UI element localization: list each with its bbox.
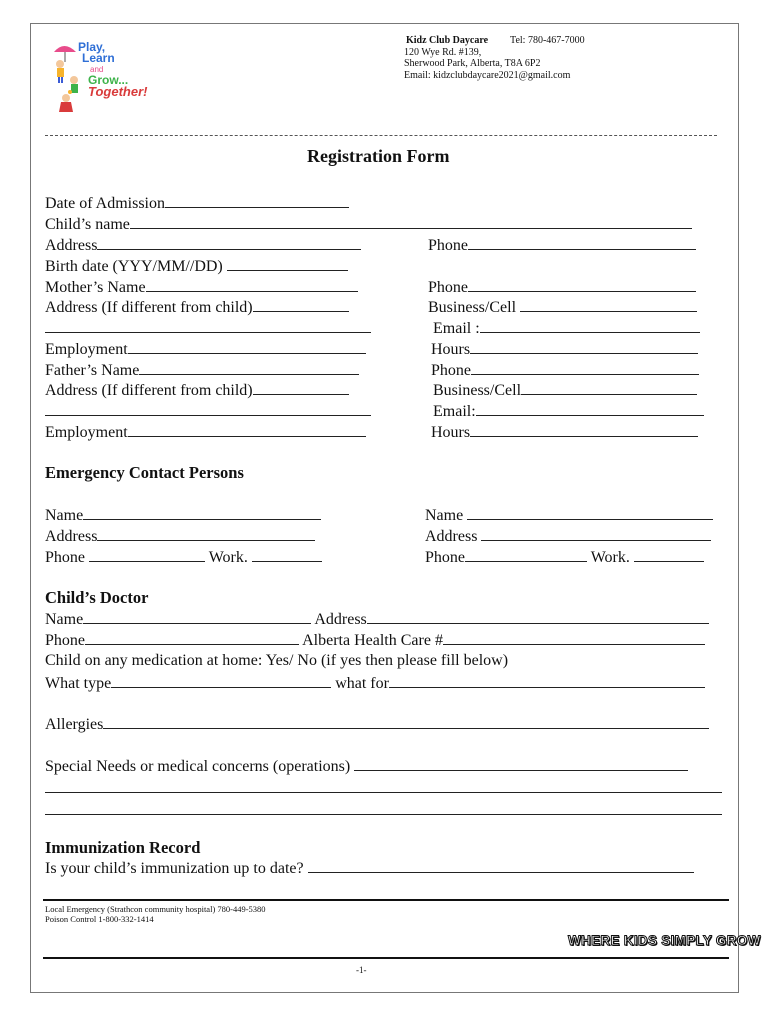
emergency2-phone-row: [425, 547, 704, 568]
medication-type-field[interactable]: [111, 673, 331, 688]
emergency2-name-row: [425, 505, 713, 526]
logo-text-together: Together!: [88, 84, 148, 99]
mother-email-field[interactable]: [480, 318, 700, 333]
doctor-phone-row: [45, 630, 705, 651]
immunization-row: [45, 858, 694, 879]
father-address-field[interactable]: [253, 380, 349, 395]
footer-divider-bottom: [43, 957, 729, 959]
emergency-heading: Emergency Contact Persons: [45, 463, 244, 482]
daycare-logo: [48, 38, 158, 118]
doctor-name-field[interactable]: [83, 609, 311, 624]
emergency2-address-label: Address: [425, 528, 478, 545]
father-phone-row: [431, 360, 699, 381]
mother-address-line2: [45, 318, 371, 339]
logo-text-grow: Grow...: [88, 73, 129, 87]
business-address-2: Sherwood Park, Alberta, T8A 6P2: [404, 58, 541, 69]
father-phone-field[interactable]: [471, 360, 699, 375]
emergency1-address-field[interactable]: [97, 526, 315, 541]
special-needs-line-3[interactable]: [45, 814, 722, 815]
doctor-address-field[interactable]: [367, 609, 709, 624]
immunization-question: Is your child’s immunization up to date?: [45, 860, 304, 877]
logo-text-learn: Learn: [82, 51, 115, 65]
business-name: Kidz Club Daycare: [406, 35, 489, 46]
father-email-label: Email:: [433, 403, 476, 420]
doctor-phone-label: Phone: [45, 632, 85, 649]
father-employment-field[interactable]: [128, 422, 366, 437]
mother-address-field-2[interactable]: [45, 318, 371, 333]
mother-name-row: [45, 277, 358, 298]
mother-name-field[interactable]: [146, 277, 358, 292]
emergency-numbers: [45, 904, 266, 924]
logo-text-and: and: [90, 65, 104, 74]
local-emergency-text: Local Emergency (Strathcon community hospital) 780-449-5380: [45, 904, 266, 914]
medication-for-field[interactable]: [389, 673, 705, 688]
emergency1-name-field[interactable]: [83, 505, 321, 520]
special-needs-label: Special Needs or medical concerns (operations): [45, 758, 351, 775]
health-care-label: Alberta Health Care #: [302, 632, 443, 649]
medication-type-row: [45, 673, 705, 694]
birth-date-row: [45, 256, 348, 277]
immunization-field[interactable]: [308, 858, 694, 873]
mother-phone-field[interactable]: [468, 277, 696, 292]
child-phone-label: Phone: [428, 237, 468, 254]
father-hours-field[interactable]: [470, 422, 698, 437]
logo-text-play: Play,: [78, 40, 106, 54]
childs-name-row: [45, 214, 692, 235]
father-phone-label: Phone: [431, 362, 471, 379]
mother-name-label: Mother’s Name: [45, 279, 146, 296]
doctor-name-row: [45, 609, 709, 630]
child-address-row: [45, 235, 361, 256]
emergency1-name-label: Name: [45, 507, 84, 524]
emergency1-address-row: [45, 526, 315, 547]
doctor-heading: Child’s Doctor: [45, 588, 149, 607]
father-email-field[interactable]: [476, 401, 704, 416]
father-email-row: [433, 401, 704, 422]
emergency1-work-label: Work.: [208, 549, 248, 566]
mother-email-row: [433, 318, 700, 339]
special-needs-field[interactable]: [354, 756, 688, 771]
emergency2-work-label: Work.: [590, 549, 630, 566]
father-business-label: Business/Cell: [433, 382, 522, 399]
father-business-field[interactable]: [521, 380, 697, 395]
allergies-label: Allergies: [45, 716, 104, 733]
father-hours-label: Hours: [431, 424, 471, 441]
mother-employment-label: Employment: [45, 341, 128, 358]
father-name-field[interactable]: [139, 360, 359, 375]
mother-employment-row: [45, 339, 366, 360]
mother-employment-field[interactable]: [128, 339, 366, 354]
father-address-row: [45, 380, 349, 401]
special-needs-row: [45, 756, 688, 777]
father-address-line2: [45, 401, 371, 422]
date-of-admission-field[interactable]: [165, 193, 349, 208]
doctor-address-label: Address: [314, 611, 367, 628]
emergency1-phone-field[interactable]: [89, 547, 205, 562]
child-address-field[interactable]: [97, 235, 361, 250]
health-care-field[interactable]: [443, 630, 705, 645]
emergency2-phone-field[interactable]: [465, 547, 587, 562]
doctor-phone-field[interactable]: [85, 630, 299, 645]
header-divider: [45, 135, 717, 136]
childs-name-label: Child’s name: [45, 216, 130, 233]
father-name-label: Father’s Name: [45, 362, 140, 379]
mother-phone-label: Phone: [428, 279, 468, 296]
mother-email-label: Email :: [433, 320, 480, 337]
child-address-label: Address: [45, 237, 98, 254]
date-of-admission-label: Date of Admission: [45, 195, 165, 212]
father-hours-row: [431, 422, 698, 443]
tagline: WHERE KIDS SIMPLY GROW: [568, 933, 761, 948]
footer-divider-top: [43, 899, 729, 901]
mother-business-field[interactable]: [520, 297, 697, 312]
father-employment-row: [45, 422, 366, 443]
birth-date-field[interactable]: [227, 256, 348, 271]
business-tel: Tel: 780-467-7000: [510, 35, 585, 46]
business-address-1: 120 Wye Rd. #139,: [404, 46, 482, 58]
mother-hours-row: [431, 339, 698, 360]
doctor-name-label: Name: [45, 611, 84, 628]
page-title: Registration Form: [307, 146, 450, 166]
poison-control-text: Poison Control 1-800-332-1414: [45, 914, 154, 924]
emergency2-phone-label: Phone: [425, 549, 465, 566]
allergies-row: [45, 714, 709, 735]
emergency1-phone-label: Phone: [45, 549, 85, 566]
mother-address-row: [45, 297, 349, 318]
emergency2-name-field[interactable]: [467, 505, 713, 520]
father-business-row: [433, 380, 697, 401]
contact-block: [406, 35, 585, 81]
childs-name-field[interactable]: [130, 214, 692, 229]
medication-type-label: What type: [45, 675, 112, 692]
emergency2-address-field[interactable]: [481, 526, 711, 541]
emergency1-name-row: [45, 505, 321, 526]
date-of-admission-row: [45, 193, 349, 214]
emergency2-name-label: Name: [425, 507, 464, 524]
medication-question: Child on any medication at home: Yes/ No (if yes then please fill below): [45, 652, 509, 669]
emergency2-address-row: [425, 526, 711, 547]
mother-hours-label: Hours: [431, 341, 471, 358]
father-address-field-2[interactable]: [45, 401, 371, 416]
special-needs-line-2[interactable]: [45, 792, 722, 793]
father-address-label: Address (If different from child): [45, 382, 253, 399]
mother-phone-row: [428, 277, 696, 298]
mother-business-label: Business/Cell: [428, 299, 517, 316]
mother-business-row: [428, 297, 697, 318]
child-phone-field[interactable]: [468, 235, 696, 250]
emergency1-work-field[interactable]: [252, 547, 322, 562]
emergency1-phone-row: [45, 547, 322, 568]
allergies-field[interactable]: [103, 714, 709, 729]
immunization-heading: Immunization Record: [45, 838, 201, 857]
business-email: Email: kidzclubdaycare2021@gmail.com: [404, 69, 571, 81]
mother-address-field[interactable]: [253, 297, 349, 312]
mother-hours-field[interactable]: [470, 339, 698, 354]
child-phone-row: [428, 235, 696, 256]
page-number: -1-: [356, 965, 367, 975]
mother-address-label: Address (If different from child): [45, 299, 253, 316]
medication-for-label: what for: [335, 675, 389, 692]
emergency2-work-field[interactable]: [634, 547, 704, 562]
emergency1-address-label: Address: [45, 528, 98, 545]
father-employment-label: Employment: [45, 424, 128, 441]
father-name-row: [45, 360, 359, 381]
birth-date-label: Birth date (YYY/MM//DD): [45, 258, 223, 275]
